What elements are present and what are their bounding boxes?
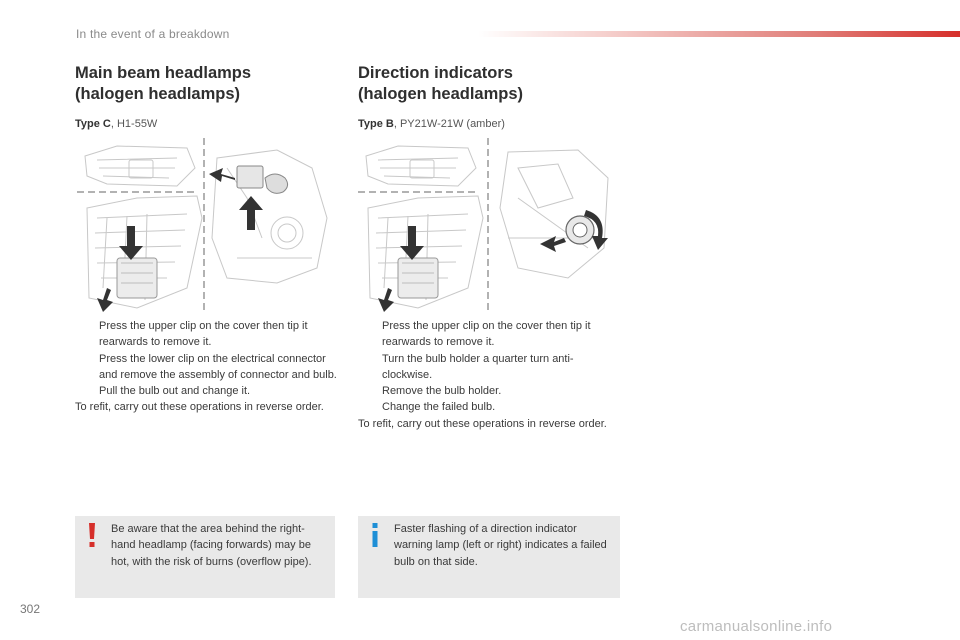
instruction-step: Change the failed bulb. bbox=[382, 401, 496, 414]
headlamp-diagram bbox=[77, 138, 337, 313]
refit-note: To refit, carry out these operations in reverse order. bbox=[358, 417, 607, 430]
warning-text: Be aware that the area behind the right-hand headlamp (facing forwards) may be hot, with the risk of burns (overflow pipe). bbox=[111, 523, 312, 568]
bulb-type-label: Type B bbox=[358, 118, 394, 130]
direction-indicator-section bbox=[358, 63, 622, 130]
page-number: 302 bbox=[20, 602, 41, 616]
instruction-step: Turn the bulb holder a quarter turn anti-clockwise. bbox=[382, 352, 574, 381]
direction-indicator-heading bbox=[358, 63, 622, 105]
instruction-step: Press the upper clip on the cover then tip it rearwards to remove it. bbox=[382, 320, 591, 349]
direction-indicator-heading-line1: Direction indicators bbox=[358, 64, 513, 82]
refit-note: To refit, carry out these operations in reverse order. bbox=[75, 401, 324, 414]
exclamation-icon bbox=[83, 521, 101, 549]
info-icon bbox=[366, 521, 384, 549]
down-arrow-icon bbox=[378, 288, 394, 312]
main-beam-illustration bbox=[77, 138, 337, 313]
direction-indicator-bulb-type bbox=[358, 118, 622, 130]
header-accent-bar bbox=[478, 31, 960, 37]
info-box bbox=[358, 516, 620, 598]
indicator-diagram bbox=[358, 138, 618, 313]
instruction-step: Remove the bulb holder. bbox=[382, 385, 502, 398]
main-beam-bulb-type bbox=[75, 118, 339, 130]
direction-indicator-heading-line2: (halogen headlamps) bbox=[358, 85, 524, 103]
main-beam-heading-line1: Main beam headlamps bbox=[75, 64, 252, 82]
up-arrow-icon bbox=[239, 196, 263, 230]
main-beam-instructions bbox=[75, 318, 339, 416]
section-title: In the event of a breakdown bbox=[76, 27, 230, 41]
instruction-step: Pull the bulb out and change it. bbox=[99, 385, 251, 398]
info-text: Faster flashing of a direction indicator warning lamp (left or right) indicates a failed bulb on that side. bbox=[394, 523, 607, 568]
main-beam-heading bbox=[75, 63, 339, 105]
bulb-type-value: , H1-55W bbox=[110, 118, 158, 130]
instruction-step: Press the lower clip on the electrical connector and remove the assembly of connector and bulb. bbox=[99, 352, 337, 381]
bulb-type-value: , PY21W-21W (amber) bbox=[393, 118, 505, 130]
down-arrow-icon bbox=[97, 288, 113, 312]
direction-indicator-instructions bbox=[358, 318, 622, 432]
main-beam-section bbox=[75, 63, 339, 130]
direction-indicator-illustration bbox=[358, 138, 618, 313]
warning-box bbox=[75, 516, 335, 598]
main-beam-heading-line2: (halogen headlamps) bbox=[75, 85, 241, 103]
instruction-step: Press the upper clip on the cover then tip it rearwards to remove it. bbox=[99, 320, 308, 349]
site-watermark: carmanualsonline.info bbox=[680, 618, 833, 635]
bulb-type-label: Type C bbox=[75, 118, 111, 130]
